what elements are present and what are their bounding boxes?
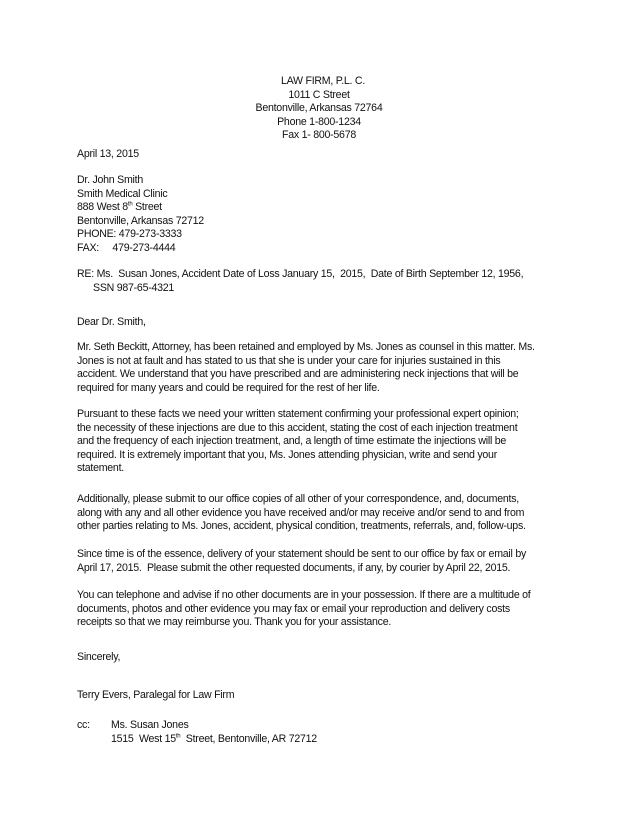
paragraph-line: along with any and all other evidence you have received and/or may receive and/or send to and from	[77, 506, 525, 519]
paragraph-line: Pursuant to these facts we need your written statement confirming your professional expert opinion;	[77, 408, 519, 420]
paragraph-5	[77, 589, 567, 630]
firm-name: LAW FIRM, P.L. C.	[280, 75, 366, 87]
closing: Sincerely,	[77, 651, 121, 663]
cc-block	[77, 719, 567, 746]
paragraph-line: documents, photos and other evidence you may fax or email your reproduction and delivery costs	[77, 602, 510, 615]
firm-fax: Fax 1- 800-5678	[282, 129, 356, 142]
paragraph-line: the necessity of these injections are due to this accident, stating the cost of each injection treatment	[77, 421, 518, 434]
recipient-street-number: 888 West 8	[77, 201, 128, 214]
paragraph-line: Jones is not at fault and has stated to us that she is under your care for injuries sustained in this	[77, 354, 501, 367]
recipient-street	[77, 201, 567, 215]
recipient-street-suffix: th	[127, 201, 133, 208]
recipient-street-name: Street	[132, 201, 162, 214]
salutation: Dear Dr. Smith,	[77, 316, 146, 328]
paragraph-line: Mr. Seth Beckitt, Attorney, has been retained and employed by Ms. Jones as counsel in this matter. Ms.	[77, 341, 535, 353]
paragraph-line: accident. We understand that you have prescribed and are administering neck injections that will be	[77, 368, 519, 381]
cc-address-rest: Street, Bentonville, AR 72712	[180, 732, 317, 745]
re-ssn-line: SSN 987-65-4321	[93, 281, 175, 294]
paragraph-line: You can telephone and advise if no other documents are in your possession. If there are a multitude of	[77, 589, 531, 601]
paragraph-line: Since time is of the essence, delivery of your statement should be sent to our office by fax or email by	[77, 548, 527, 560]
paragraph-line: required. It is extremely important that you, Ms. Jones attending physician, write and send your	[77, 448, 497, 461]
cc-address-line	[77, 733, 567, 747]
re-block	[77, 268, 567, 295]
recipient-fax: FAX: 479-273-4444	[77, 241, 176, 254]
paragraph-4	[77, 548, 567, 575]
signature: Terry Evers, Paralegal for Law Firm	[77, 689, 235, 701]
salutation-block	[77, 316, 567, 330]
cc-label: cc:	[77, 719, 90, 731]
paragraph-3	[77, 493, 567, 534]
paragraph-2	[77, 408, 567, 476]
recipient-name: Dr. John Smith	[77, 174, 143, 186]
firm-phone: Phone 1-800-1234	[277, 115, 361, 128]
cc-name-line	[77, 719, 567, 733]
cc-name: Ms. Susan Jones	[111, 719, 189, 731]
letter-date: April 13, 2015	[77, 148, 139, 160]
paragraph-1	[77, 341, 567, 395]
closing-block	[77, 651, 567, 665]
recipient-block	[77, 174, 567, 256]
recipient-organization: Smith Medical Clinic	[77, 187, 168, 200]
cc-address-number: 1515 West 15	[111, 732, 176, 745]
recipient-phone: PHONE: 479-273-3333	[77, 228, 182, 241]
paragraph-line: receipts so that we may reimburse you. Thank you for your assistance.	[77, 616, 392, 629]
letterhead	[0, 75, 638, 143]
paragraph-line: Additionally, please submit to our office copies of all other of your correspondence, and, documents,	[77, 493, 519, 505]
firm-street: 1011 C Street	[288, 88, 350, 101]
paragraph-line: April 17, 2015. Please submit the other requested documents, if any, by courier by April 22, 2015.	[77, 561, 511, 574]
letter-date-block	[77, 148, 567, 162]
signature-block	[77, 689, 567, 703]
recipient-city-state-zip: Bentonville, Arkansas 72712	[77, 214, 204, 227]
re-line: RE: Ms. Susan Jones, Accident Date of Loss January 15, 2015, Date of Birth September 12, 1956,	[77, 268, 524, 280]
paragraph-line: statement.	[77, 462, 124, 475]
paragraph-line: other parties relating to Ms. Jones, accident, physical condition, treatments, referrals, and, follow-ups.	[77, 520, 526, 533]
cc-address-suffix: th	[175, 733, 181, 740]
paragraph-line: required for many years and could be required for the rest of her life.	[77, 381, 380, 394]
firm-city-state-zip: Bentonville, Arkansas 72764	[255, 102, 383, 115]
paragraph-line: and the frequency of each injection treatment, and, a length of time estimate the injections will be	[77, 435, 507, 448]
